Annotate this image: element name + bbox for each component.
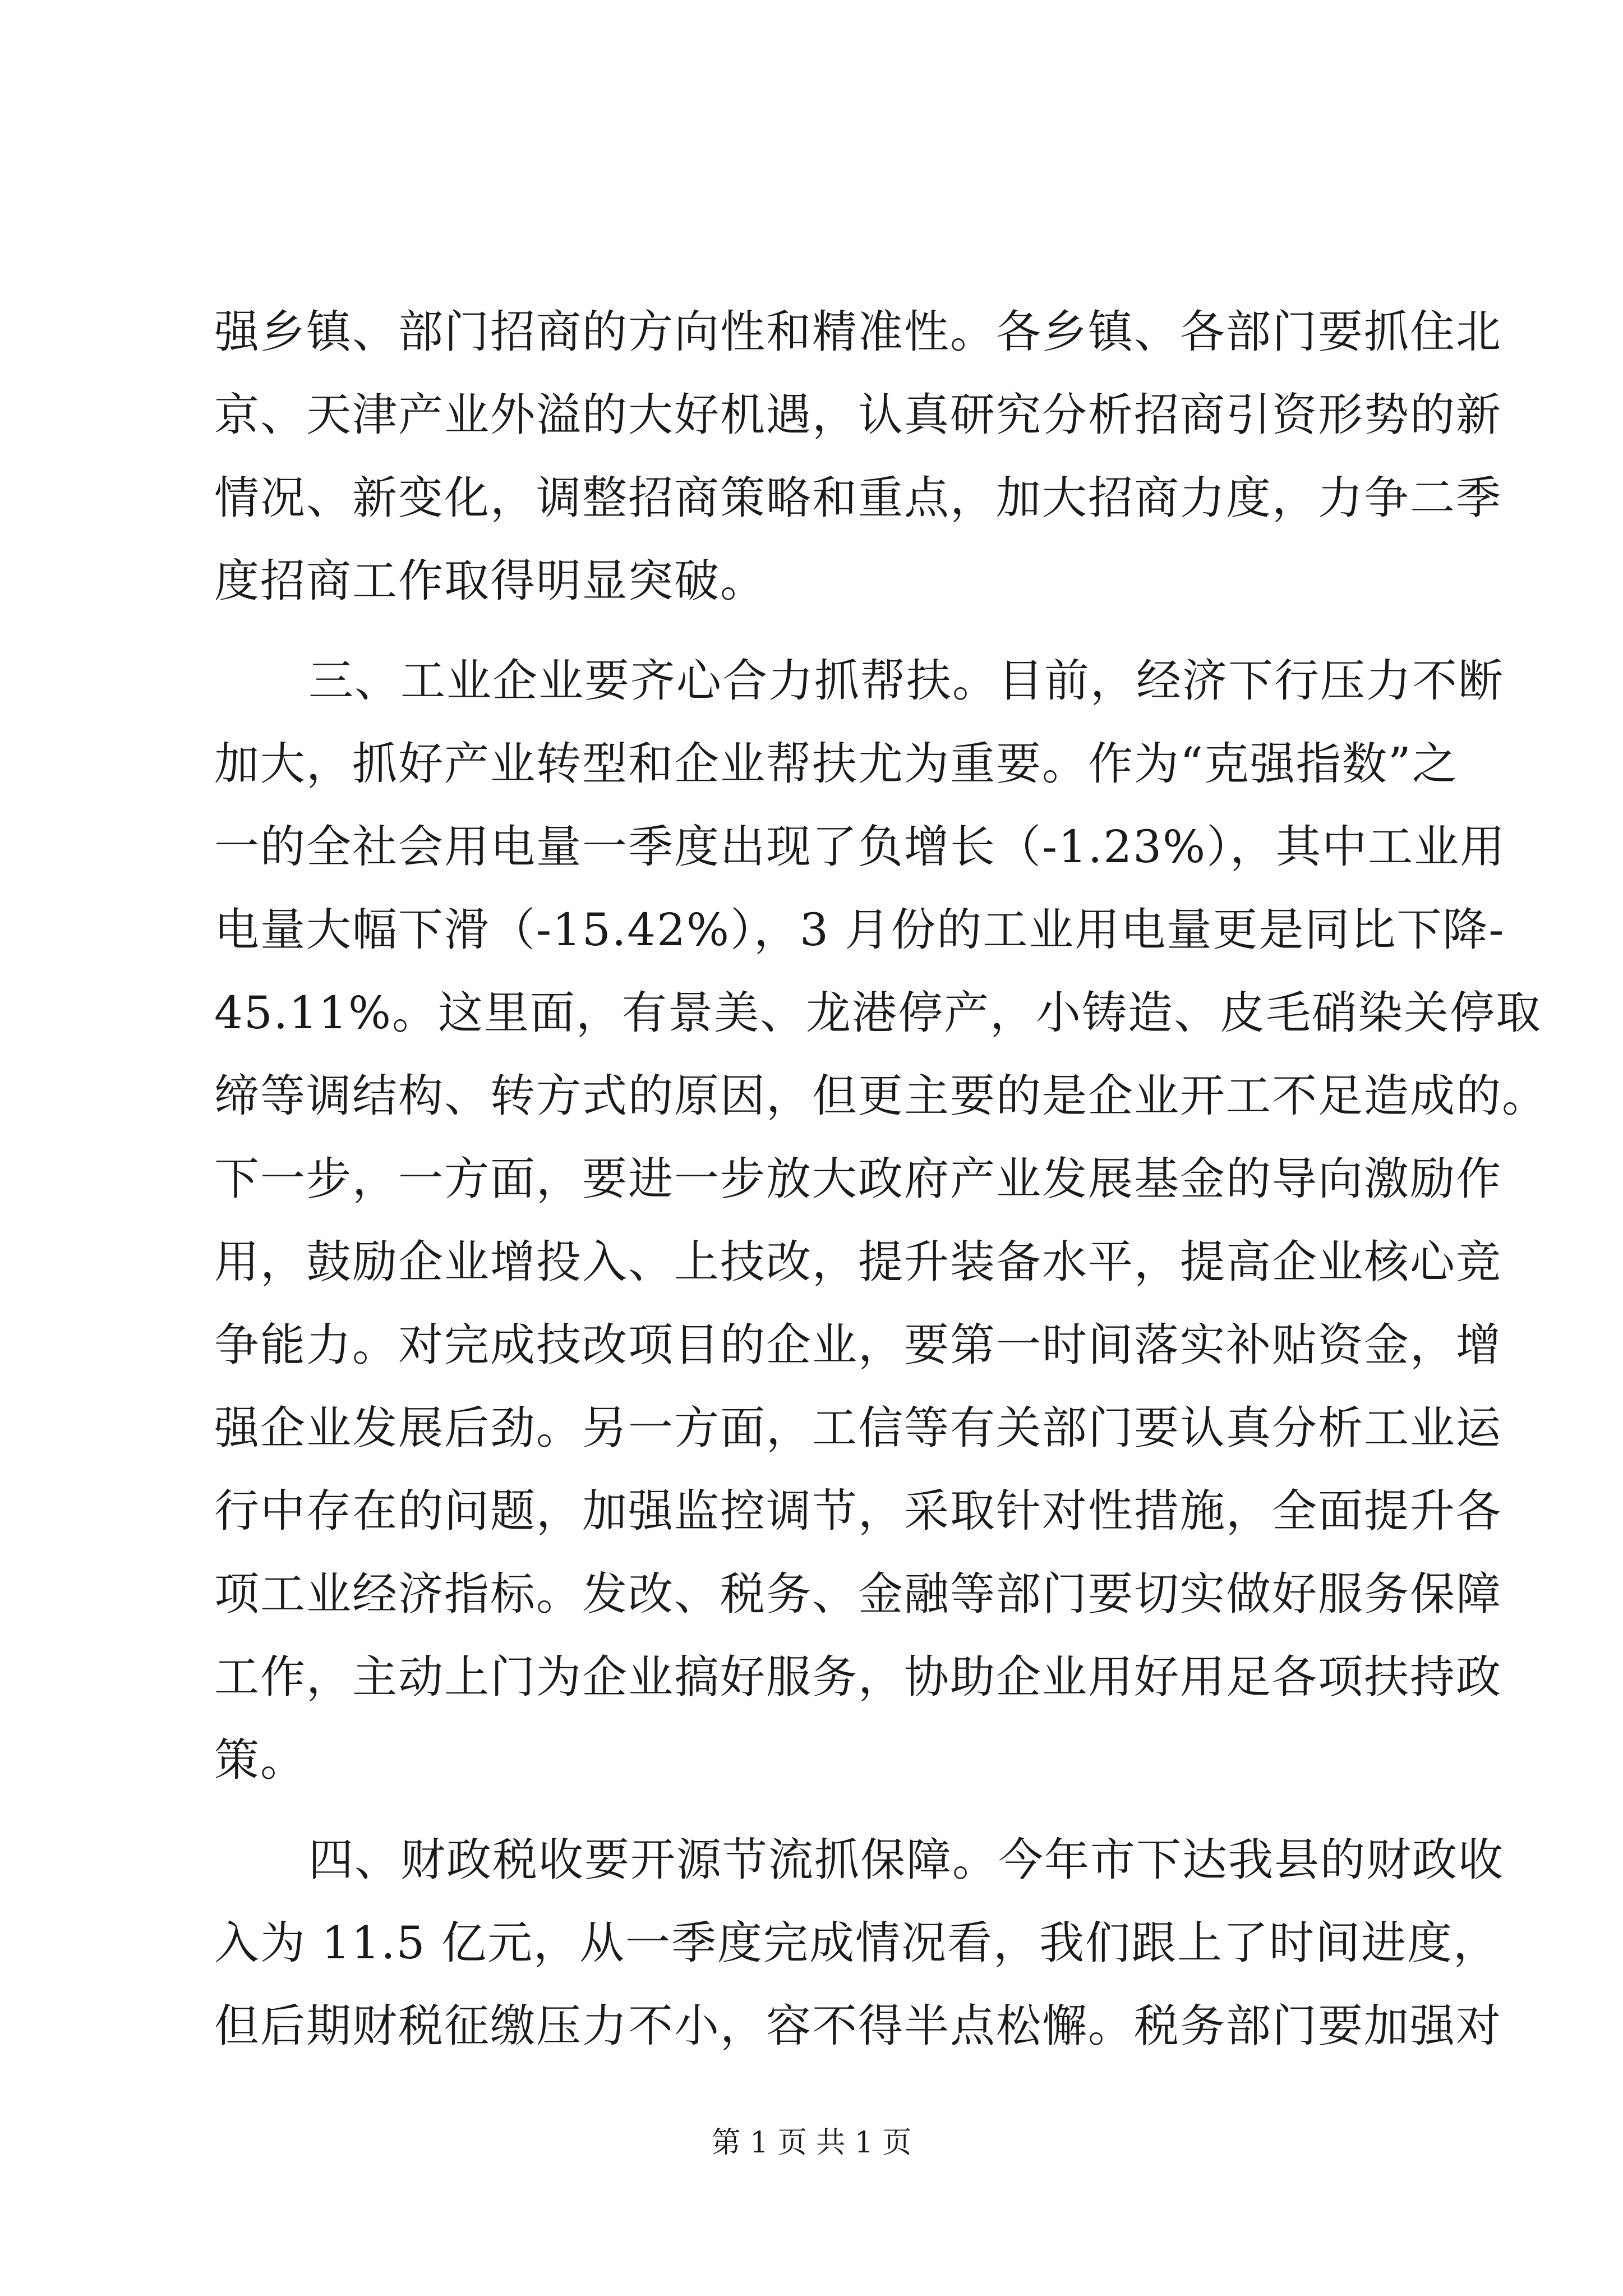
text-line: 加大，抓好产业转型和企业帮扶尤为重要。作为“克强指数”之 — [214, 738, 1458, 790]
paragraph-gap — [214, 623, 1409, 639]
text-line: 45.11%。这里面，有景美、龙港停产，小铸造、皮毛硝染关停取 — [214, 987, 1542, 1039]
text-line: 下一步，一方面，要进一步放大政府产业发展基金的导向激励作 — [214, 1153, 1502, 1205]
text-line: 但后期财税征缴压力不小，容不得半点松懈。税务部门要加强对 — [214, 2000, 1502, 2052]
text-line: 缔等调结构、转方式的原因，但更主要的是企业开工不足造成的。 — [214, 1070, 1548, 1122]
text-line: 一的全社会用电量一季度出现了负增长（-1.23%），其中工业用 — [214, 821, 1506, 873]
text-line: 情况、新变化，调整招商策略和重点，加大招商力度，力争二季 — [214, 472, 1502, 524]
text-line: 争能力。对完成技改项目的企业，要第一时间落实补贴资金，增 — [214, 1319, 1502, 1371]
text-line: 策。 — [214, 1734, 306, 1786]
text-line: 度招商工作取得明显突破。 — [214, 555, 766, 607]
text-line: 入为 11.5 亿元，从一季度完成情况看，我们跟上了时间进度， — [214, 1917, 1499, 1969]
text-line: 项工业经济指标。发改、税务、金融等部门要切实做好服务保障 — [214, 1568, 1502, 1620]
text-line: 用，鼓励企业增投入、上技改，提升装备水平，提高企业核心竞 — [214, 1236, 1502, 1288]
document-body — [214, 291, 1548, 2068]
page-number-text: 第 1 页 共 1 页 — [711, 2126, 912, 2160]
text-line: 三、工业企业要齐心合力抓帮扶。目前，经济下行压力不断 — [308, 655, 1504, 707]
text-line: 京、天津产业外溢的大好机遇，认真研究分析招商引资形势的新 — [214, 389, 1502, 441]
paragraph-gap — [214, 1802, 1409, 1819]
text-line: 强乡镇、部门招商的方向性和精准性。各乡镇、各部门要抓住北 — [214, 306, 1502, 358]
text-line: 行中存在的问题，加强监控调节，采取针对性措施，全面提升各 — [214, 1485, 1502, 1537]
text-line: 四、财政税收要开源节流抓保障。今年市下达我县的财政收 — [308, 1834, 1504, 1886]
paragraph-2 — [214, 639, 1548, 1802]
text-line: 强企业发展后劲。另一方面，工信等有关部门要认真分析工业运 — [214, 1402, 1502, 1454]
text-line: 电量大幅下滑（-15.42%），3 月份的工业用电量更是同比下降- — [214, 904, 1505, 956]
paragraph-1 — [214, 291, 1502, 623]
paragraph-3 — [214, 1819, 1504, 2068]
page-footer — [0, 2126, 1623, 2160]
text-line: 工作，主动上门为企业搞好服务，协助企业用好用足各项扶持政 — [214, 1651, 1502, 1703]
